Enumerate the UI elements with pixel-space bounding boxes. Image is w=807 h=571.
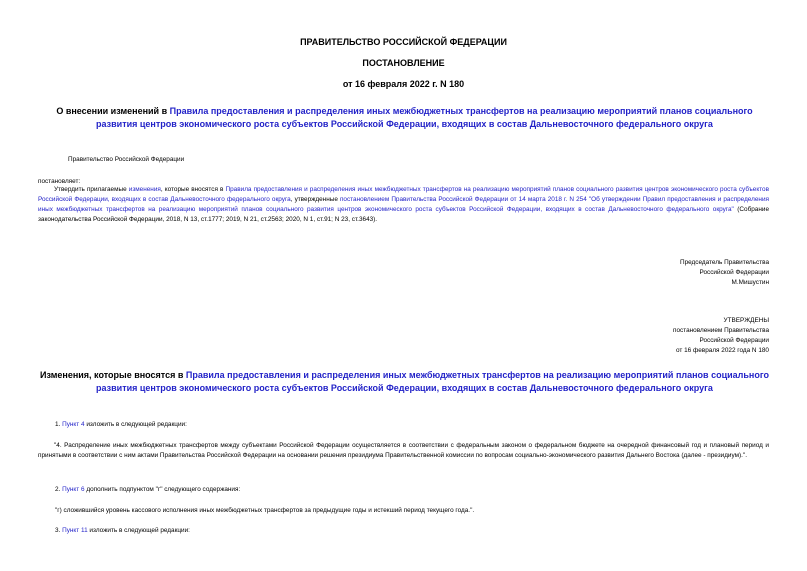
- approved-by: постановлением Правительства: [673, 327, 769, 334]
- government-header: ПРАВИТЕЛЬСТВО РОССИЙСКОЙ ФЕДЕРАЦИИ: [300, 37, 507, 47]
- approved-date: от 16 февраля 2022 года N 180: [676, 347, 769, 354]
- approved-org: Российской Федерации: [699, 337, 769, 344]
- point-4-link[interactable]: Пункт 4: [62, 421, 85, 428]
- document-subject: [38, 105, 771, 131]
- item-number: 1.: [55, 421, 63, 428]
- subject-prefix: О внесении изменений в: [56, 106, 170, 116]
- quoted-point-4: [38, 441, 769, 461]
- changes-rules-link[interactable]: Правила предоставления и распределения иных межбюджетных трансфертов на реализацию мероприятий планов социального развития центров экономического роста субъектов Российской Федерации, входящих в состав Дальневосточного федерального округа: [96, 370, 769, 393]
- signature-block: [569, 258, 769, 288]
- signature-name: М.Мишустин: [731, 279, 769, 286]
- list-item: [55, 485, 240, 495]
- para1-text-c: , утвержденные: [290, 196, 340, 203]
- item-number: 2.: [55, 486, 63, 493]
- list-item: [55, 420, 187, 430]
- signature-org: Российской Федерации: [699, 269, 769, 276]
- quoted-subpoint-g: "г) сложившийся уровень кассового исполнения иных межбюджетных трансфертов за предыдущие годы и истекший период текущего года.".: [55, 507, 475, 514]
- changes-prefix: Изменения, которые вносятся в: [40, 370, 186, 380]
- para1-text-b: , которые вносятся в: [160, 186, 226, 193]
- changes-link[interactable]: изменения: [128, 186, 161, 193]
- resolution-254-link[interactable]: постановлением Правительства Российской Федерации от 14 марта 2018 г. N 254 "Об утверждении Правил предоставления и распределения иных межбюджетных трансфертов на реализацию мероприятий планов социального развития центров экономического роста субъектов Российской Федерации, входящих в состав Дальневосточного федерального округа": [38, 196, 769, 213]
- para1-text-a: Утвердить прилагаемые: [54, 186, 129, 193]
- approved-label: УТВЕРЖДЕНЫ: [723, 317, 769, 324]
- approval-paragraph: [38, 185, 769, 225]
- signature-title: Председатель Правительства: [680, 259, 769, 266]
- point-11-link[interactable]: Пункт 11: [62, 527, 88, 534]
- item-number: 3.: [55, 527, 63, 534]
- approved-block: [549, 316, 769, 356]
- document-type: ПОСТАНОВЛЕНИЕ: [362, 58, 445, 68]
- subject-rules-link[interactable]: Правила предоставления и распределения иных межбюджетных трансфертов на реализацию мероприятий планов социального развития центров экономического роста субъектов Российской Федерации, входящих в состав Дальневосточного федерального округа: [96, 106, 753, 129]
- document-date-number: от 16 февраля 2022 г. N 180: [342, 79, 465, 89]
- changes-title: [38, 369, 771, 395]
- point-6-link[interactable]: Пункт 6: [62, 486, 85, 493]
- quoted-text: "4. Распределение иных межбюджетных трансфертов между субъектами Российской Федерации осуществляется в соответствии с федеральным законом о федеральном бюджете на очередной финансовый год и плановый период и принятыми в соответствии с ним актами Правительства Российской Федерации на основании решения президиума Правительственной комиссии по вопросам социально-экономического развития Дальнего Востока (далее - президиум).".: [38, 442, 769, 459]
- preamble-resolves: постановляет:: [38, 178, 81, 185]
- list-item: [55, 526, 190, 536]
- item-text: изложить в следующей редакции:: [84, 421, 187, 428]
- item-text: дополнить подпунктом "г" следующего содержания:: [84, 486, 241, 493]
- para1-text-d: (Собрание законодательства Российской Федерации, 2018, N 13, ст.1777; 2019, N 21, ст.2563; 2020, N 1, ст.91; N 23, ст.3643).: [38, 206, 770, 223]
- item-text: изложить в следующей редакции:: [87, 527, 190, 534]
- rules-link[interactable]: Правила предоставления и распределения иных межбюджетных трансфертов на реализацию мероприятий планов социального развития центров экономического роста субъектов Российской Федерации, входящих в состав Дальневосточного федерального округа: [38, 186, 769, 203]
- preamble-government: Правительство Российской Федерации: [68, 156, 185, 163]
